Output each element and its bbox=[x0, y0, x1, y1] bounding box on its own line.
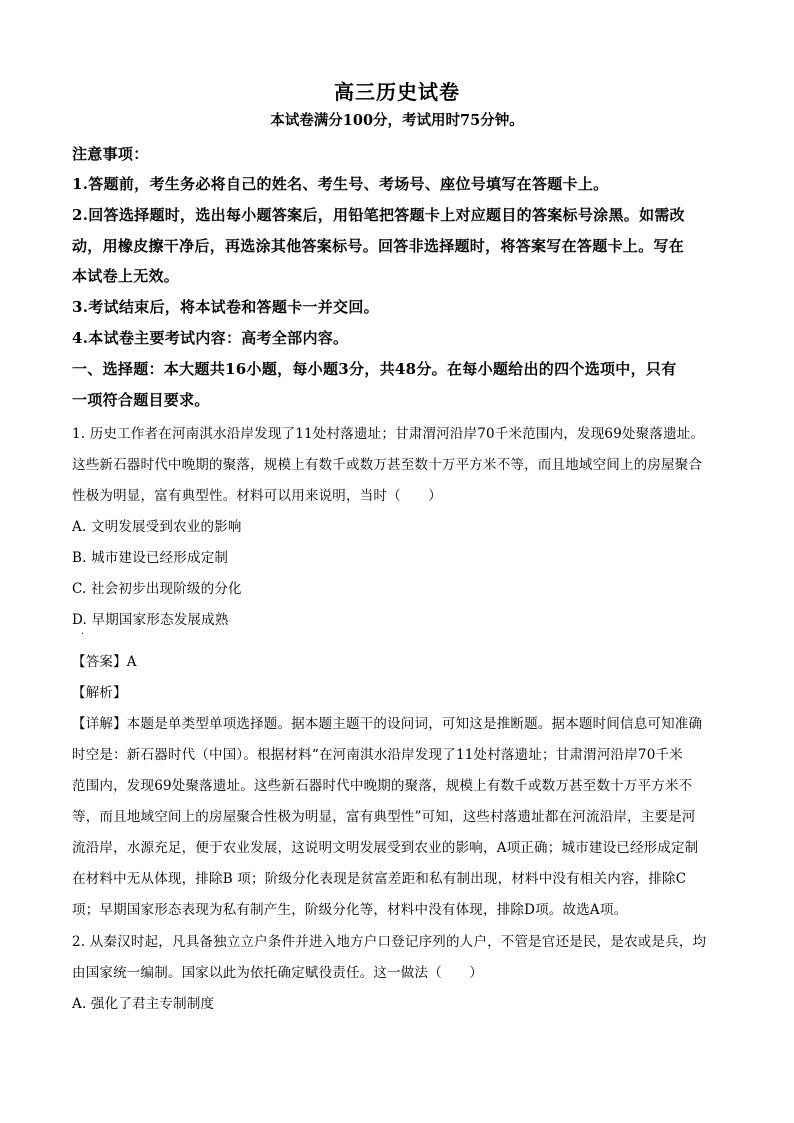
question-1-detail-line-5: 流沿岸，水源充足，便于农业发展，这说明文明发展受到农业的影响，A项正确；城市建设已经形成定制 bbox=[72, 840, 699, 856]
notice-item-2-line-2: 动，用橡皮擦干净后，再选涂其他答案标号。回答非选择题时，将答案写在答题卡上。写在 bbox=[72, 237, 685, 255]
question-1-detail-line-3: 范围内，发现69处聚落遗址。这些新石器时代中晚期的聚落，规模上有数千或数万甚至数十万平方米不 bbox=[72, 778, 693, 794]
exam-subtitle: 本试卷满分100分，考试用时75分钟。 bbox=[270, 112, 524, 129]
question-1-analysis-label: 【解析】 bbox=[72, 685, 127, 701]
notice-heading: 注意事项： bbox=[72, 145, 149, 163]
question-1-detail-line-1: 【详解】本题是单类型单项选择题。据本题主题干的设问词，可知这是推断题。据本题时间信息可知准确 bbox=[72, 716, 703, 732]
question-1-detail-line-7: 项；早期国家形态表现为私有制产生，阶级分化等，材料中没有体现，排除D项。故选A项。 bbox=[72, 902, 628, 918]
question-1-line-3: 性极为明显，富有典型性。材料可以用来说明，当时（ ） bbox=[72, 488, 442, 504]
notice-item-4: 4.本试卷主要考试内容：高考全部内容。 bbox=[72, 329, 349, 347]
question-1-option-c: C. 社会初步出现阶级的分化 bbox=[72, 581, 242, 597]
question-1-detail-line-4: 等，而且地域空间上的房屋聚合性极为明显，富有典型性”可知，这些村落遗址都在河流沿岸，主要是河 bbox=[72, 809, 696, 825]
notice-item-2-line-3: 本试卷上无效。 bbox=[72, 267, 180, 285]
section-1-heading-line-1: 一、选择题：本大题共16小题，每小题3分，共48分。在每小题给出的四个选项中，只有 bbox=[72, 360, 677, 378]
notice-item-3: 3.考试结束后，将本试卷和答题卡一并交回。 bbox=[72, 298, 379, 316]
question-2-line-1: 2. 从秦汉时起，凡具备独立立户条件并进入地方户口登记序列的人户，不管是官还是民，是农或是兵，均 bbox=[72, 934, 707, 950]
section-1-heading-line-2: 一项符合题目要求。 bbox=[72, 391, 210, 409]
question-1-option-a: A. 文明发展受到农业的影响 bbox=[72, 519, 242, 535]
notice-item-2-line-1: 2.回答选择题时，选出每小题答案后，用铅笔把答题卡上对应题目的答案标号涂黑。如需改 bbox=[72, 206, 685, 224]
question-1-line-1: 1. 历史工作者在河南淇水沿岸发现了11处村落遗址；甘肃渭河沿岸70千米范围内，发现69处聚落遗址。 bbox=[72, 426, 705, 442]
question-1-option-b: B. 城市建设已经形成定制 bbox=[72, 550, 229, 566]
question-2-line-2: 由国家统一编制。国家以此为依托确定赋役责任。这一做法（ ） bbox=[72, 965, 483, 981]
question-1-option-d: D. 早期国家形态发展成熟 bbox=[72, 612, 229, 628]
notice-item-1: 1.答题前，考生务必将自己的姓名、考生号、考场号、座位号填写在答题卡上。 bbox=[72, 175, 609, 193]
question-1-detail-line-2: 时空是：新石器时代（中国）。根据材料“在河南淇水沿岸发现了11处村落遗址；甘肃渭河沿岸70千米 bbox=[72, 747, 683, 763]
question-2-option-a: A. 强化了君主专制制度 bbox=[72, 996, 215, 1012]
question-1-answer: 【答案】A bbox=[72, 654, 137, 670]
question-1-line-2: 这些新石器时代中晚期的聚落，规模上有数千或数万甚至数十万平方米不等，而且地域空间上的房屋聚合 bbox=[72, 457, 703, 473]
stray-dot: · bbox=[81, 629, 85, 640]
question-1-detail-line-6: 在材料中无从体现，排除B 项；阶级分化表现是贫富差距和私有制出现，材料中没有相关内容，排除C bbox=[72, 871, 687, 887]
exam-title: 高三历史试卷 bbox=[334, 80, 460, 104]
